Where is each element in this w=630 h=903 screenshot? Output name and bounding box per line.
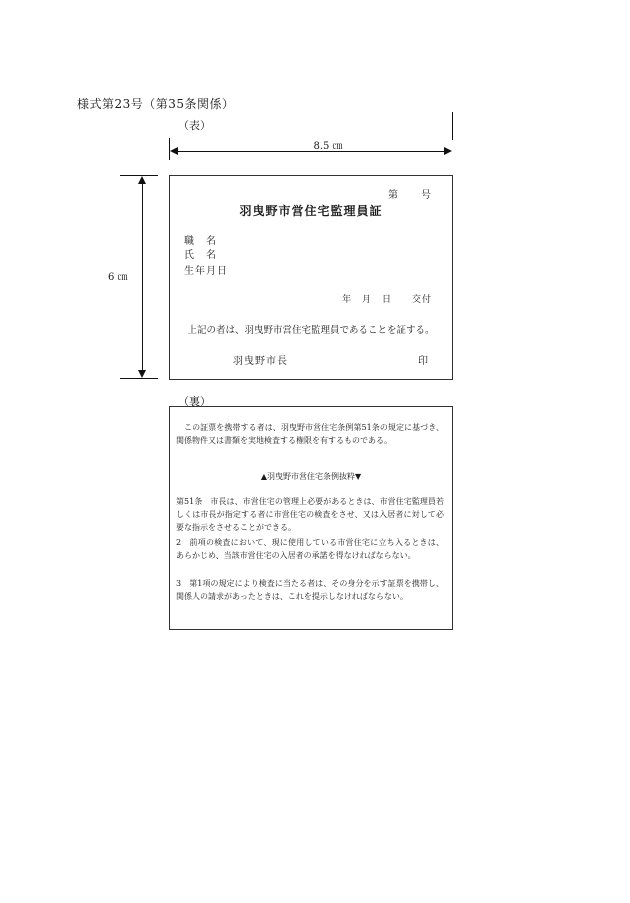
field-job-title: 職 名 [184, 236, 217, 247]
mayor-signature-label: 羽曳野市長 [233, 356, 288, 367]
id-card-front [169, 175, 453, 380]
height-dimension-line [142, 178, 143, 376]
issue-date: 年 月 日 交付 [341, 295, 432, 305]
height-dimension-label: 6 ㎝ [108, 272, 128, 283]
back-side-label: （裏） [178, 395, 211, 408]
back-intro-text: この証票を携帯する者は、羽曳野市営住宅条例第51条の規定に基づき、関係物件又は書類を実地検査する権限を有するものである。 [176, 423, 444, 445]
height-arrow-down-icon [138, 370, 146, 378]
width-extension-line-right [452, 112, 453, 140]
id-card-back [169, 406, 453, 630]
field-name: 氏 名 [184, 250, 217, 261]
height-extension-line-bottom [120, 378, 158, 379]
ordinance-excerpt-heading: ▲羽曳野市営住宅条例抜粋▼ [260, 472, 362, 481]
seal-mark: 印 [418, 356, 428, 367]
width-dimension-label: 8.5 ㎝ [313, 141, 343, 152]
field-birthdate: 生年月日 [184, 266, 228, 277]
front-side-label: （表） [178, 119, 211, 132]
certification-text: 上記の者は、羽曳野市営住宅監理員であることを証する。 [187, 325, 435, 336]
clause-3-text: 3 第1項の規定により検査に当たる者は、その身分を示す証票を携帯し、関係人の請求があったときは、これを提示しなければならない。 [176, 579, 444, 601]
width-arrow-left-icon [170, 147, 178, 155]
clause-2-text: 2 前項の検査において、現に使用している市営住宅に立ち入るときは、あらかじめ、当該市営住宅の入居者の承諾を得なければならない。 [176, 538, 444, 560]
card-title: 羽曳野市営住宅監理員証 [239, 204, 383, 218]
width-arrow-right-icon [444, 147, 452, 155]
article-51-text: 第51条 市長は、市営住宅の管理上必要があるときは、市営住宅監理員若しくは市長が指定する者に市営住宅の検査をさせ、又は入居者に対して必要な指示をさせることができる。 [176, 497, 444, 532]
height-arrow-up-icon [138, 176, 146, 184]
card-number: 第 号 [388, 190, 432, 201]
form-number-heading: 様式第23号（第35条関係） [77, 97, 235, 111]
